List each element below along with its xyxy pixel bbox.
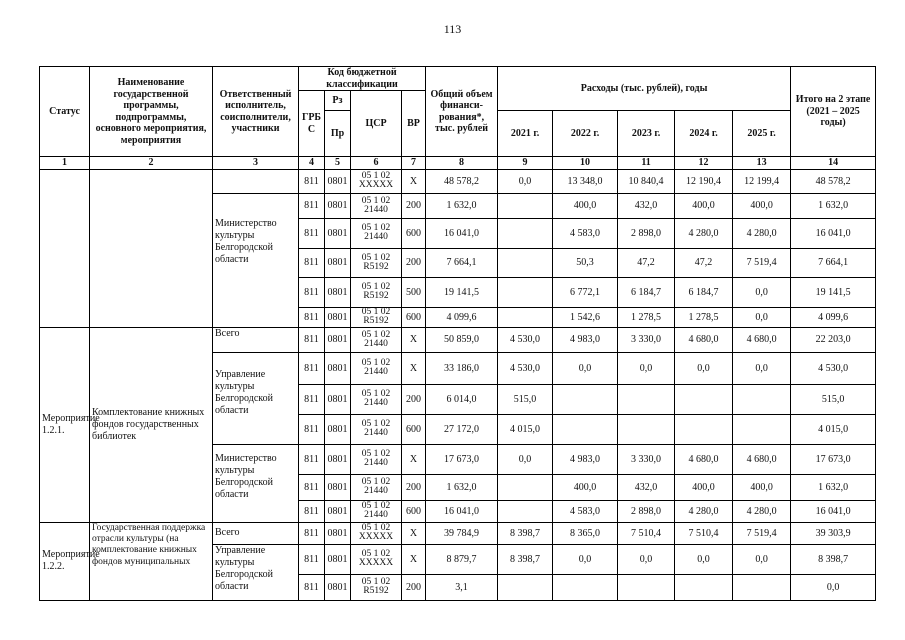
y2024-cell: 6 184,7 (675, 277, 733, 307)
y2024-cell (675, 574, 733, 600)
total-cell: 16 041,0 (426, 218, 498, 248)
header-status: Статус (40, 67, 90, 157)
vr-cell: 200 (402, 248, 426, 277)
total-cell: 1 632,0 (426, 474, 498, 500)
total-cell: 50 859,0 (426, 327, 498, 352)
vr-cell: X (402, 544, 426, 574)
y2021-cell (498, 277, 553, 307)
y2025-cell: 0,0 (733, 544, 791, 574)
vr-cell: 200 (402, 384, 426, 414)
header-responsible: Ответственный исполнитель, соисполнители, участники (213, 67, 299, 157)
total-cell: 7 664,1 (426, 248, 498, 277)
rzpr-cell: 0801 (325, 574, 351, 600)
col-index: 8 (426, 157, 498, 170)
total-cell: 48 578,2 (426, 169, 498, 193)
y2021-cell (498, 193, 553, 218)
y2021-cell: 0,0 (498, 444, 553, 474)
rzpr-cell: 0801 (325, 414, 351, 444)
rzpr-cell: 0801 (325, 277, 351, 307)
responsible-cell: Управление культуры Белгородской области (213, 352, 299, 444)
vr-cell: 600 (402, 218, 426, 248)
grbs-cell: 811 (299, 522, 325, 544)
y2025-cell: 12 199,4 (733, 169, 791, 193)
itogo-cell: 16 041,0 (791, 218, 876, 248)
header-name: Наименование государственной программы, подпрограммы, основного мероприятия, мероприятия (90, 67, 213, 157)
y2024-cell: 400,0 (675, 193, 733, 218)
status-cell: Мероприятие 1.2.1. (40, 327, 90, 522)
y2021-cell (498, 574, 553, 600)
y2025-cell: 400,0 (733, 474, 791, 500)
responsible-cell: Министерство культуры Белгородской области (213, 193, 299, 327)
grbs-cell: 811 (299, 544, 325, 574)
total-cell: 39 784,9 (426, 522, 498, 544)
y2023-cell: 3 330,0 (618, 444, 675, 474)
y2024-cell: 0,0 (675, 352, 733, 384)
total-cell: 16 041,0 (426, 500, 498, 522)
y2021-cell: 8 398,7 (498, 522, 553, 544)
grbs-cell: 811 (299, 444, 325, 474)
y2024-cell (675, 414, 733, 444)
y2024-cell (675, 384, 733, 414)
y2025-cell: 0,0 (733, 277, 791, 307)
status-cell: Мероприятие 1.2.2. (40, 522, 90, 600)
itogo-cell: 39 303,9 (791, 522, 876, 544)
rzpr-cell: 0801 (325, 307, 351, 327)
y2021-cell (498, 248, 553, 277)
y2022-cell: 4 983,0 (553, 444, 618, 474)
name-cell: Государственная поддержка отрасли культуры (на комплектование книжных фондов муниципальных (90, 522, 213, 600)
rzpr-cell: 0801 (325, 193, 351, 218)
total-cell: 1 632,0 (426, 193, 498, 218)
y2021-cell: 4 530,0 (498, 327, 553, 352)
y2024-cell: 12 190,4 (675, 169, 733, 193)
csr-cell: 05 1 02 21440 (351, 414, 402, 444)
itogo-cell: 7 664,1 (791, 248, 876, 277)
y2022-cell (553, 384, 618, 414)
y2025-cell: 7 519,4 (733, 522, 791, 544)
itogo-cell: 4 015,0 (791, 414, 876, 444)
grbs-cell: 811 (299, 277, 325, 307)
y2025-cell: 4 680,0 (733, 444, 791, 474)
itogo-cell: 22 203,0 (791, 327, 876, 352)
y2023-cell: 432,0 (618, 193, 675, 218)
y2024-cell: 0,0 (675, 544, 733, 574)
vr-cell: X (402, 352, 426, 384)
grbs-cell: 811 (299, 218, 325, 248)
y2023-cell: 47,2 (618, 248, 675, 277)
y2022-cell: 4 583,0 (553, 500, 618, 522)
grbs-cell: 811 (299, 169, 325, 193)
header-itogo: Итого на 2 этапе (2021 – 2025 годы) (791, 67, 876, 157)
y2021-cell (498, 307, 553, 327)
vr-cell: 600 (402, 307, 426, 327)
header-pr: Пр (325, 111, 351, 157)
y2023-cell: 10 840,4 (618, 169, 675, 193)
csr-cell: 05 1 02 21440 (351, 352, 402, 384)
grbs-cell: 811 (299, 193, 325, 218)
responsible-cell: Министерство культуры Белгородской области (213, 444, 299, 522)
table-row (40, 327, 876, 352)
header-2024: 2024 г. (675, 111, 733, 157)
itogo-cell: 4 530,0 (791, 352, 876, 384)
header-2021: 2021 г. (498, 111, 553, 157)
y2021-cell: 0,0 (498, 169, 553, 193)
col-index: 4 (299, 157, 325, 170)
status-cell-empty (40, 169, 90, 327)
y2024-cell: 4 680,0 (675, 444, 733, 474)
header-2023: 2023 г. (618, 111, 675, 157)
csr-cell: 05 1 02 R5192 (351, 248, 402, 277)
y2022-cell: 400,0 (553, 193, 618, 218)
itogo-cell: 1 632,0 (791, 474, 876, 500)
csr-cell: 05 1 02 XXXXX (351, 522, 402, 544)
rzpr-cell: 0801 (325, 169, 351, 193)
rzpr-cell: 0801 (325, 384, 351, 414)
itogo-cell: 4 099,6 (791, 307, 876, 327)
rzpr-cell: 0801 (325, 248, 351, 277)
y2023-cell: 7 510,4 (618, 522, 675, 544)
col-index: 7 (402, 157, 426, 170)
y2021-cell: 4 015,0 (498, 414, 553, 444)
rzpr-cell: 0801 (325, 544, 351, 574)
y2025-cell: 0,0 (733, 352, 791, 384)
y2023-cell (618, 414, 675, 444)
grbs-cell: 811 (299, 327, 325, 352)
rzpr-cell: 0801 (325, 352, 351, 384)
vr-cell: 600 (402, 414, 426, 444)
csr-cell: 05 1 02 XXXXX (351, 544, 402, 574)
y2022-cell (553, 574, 618, 600)
rzpr-cell: 0801 (325, 327, 351, 352)
vr-cell: 200 (402, 574, 426, 600)
y2022-cell: 6 772,1 (553, 277, 618, 307)
y2022-cell: 0,0 (553, 352, 618, 384)
header-rz: Рз (325, 91, 351, 111)
col-index: 6 (351, 157, 402, 170)
grbs-cell: 811 (299, 384, 325, 414)
total-cell: 4 099,6 (426, 307, 498, 327)
total-cell: 6 014,0 (426, 384, 498, 414)
total-cell: 3,1 (426, 574, 498, 600)
total-cell: 33 186,0 (426, 352, 498, 384)
rzpr-cell: 0801 (325, 500, 351, 522)
y2023-cell (618, 384, 675, 414)
grbs-cell: 811 (299, 474, 325, 500)
col-index: 14 (791, 157, 876, 170)
rzpr-cell: 0801 (325, 522, 351, 544)
header-total: Общий объем финанси-рования*, тыс. рублей (426, 67, 498, 157)
y2024-cell: 1 278,5 (675, 307, 733, 327)
itogo-cell: 48 578,2 (791, 169, 876, 193)
y2021-cell (498, 218, 553, 248)
y2025-cell: 4 680,0 (733, 327, 791, 352)
itogo-cell: 8 398,7 (791, 544, 876, 574)
responsible-cell: Всего (213, 327, 299, 352)
col-index: 10 (553, 157, 618, 170)
y2022-cell (553, 414, 618, 444)
col-index: 5 (325, 157, 351, 170)
y2022-cell: 1 542,6 (553, 307, 618, 327)
col-index: 13 (733, 157, 791, 170)
budget-table (39, 66, 876, 601)
y2024-cell: 4 280,0 (675, 500, 733, 522)
y2025-cell: 400,0 (733, 193, 791, 218)
name-cell: Комплектование книжных фондов государственных библиотек (90, 327, 213, 522)
itogo-cell: 17 673,0 (791, 444, 876, 474)
table-row (40, 522, 876, 544)
y2025-cell: 0,0 (733, 307, 791, 327)
csr-cell: 05 1 02 R5192 (351, 307, 402, 327)
grbs-cell: 811 (299, 248, 325, 277)
total-cell: 27 172,0 (426, 414, 498, 444)
page-number: 113 (443, 22, 462, 36)
rzpr-cell: 0801 (325, 444, 351, 474)
csr-cell: 05 1 02 21440 (351, 444, 402, 474)
y2025-cell (733, 414, 791, 444)
header-2025: 2025 г. (733, 111, 791, 157)
total-cell: 17 673,0 (426, 444, 498, 474)
y2025-cell (733, 384, 791, 414)
grbs-cell: 811 (299, 414, 325, 444)
responsible-cell: Управление культуры Белгородской области (213, 544, 299, 600)
y2022-cell: 4 983,0 (553, 327, 618, 352)
header-grbs: ГРБ С (299, 91, 325, 157)
rzpr-cell: 0801 (325, 474, 351, 500)
y2023-cell: 3 330,0 (618, 327, 675, 352)
y2025-cell (733, 574, 791, 600)
vr-cell: 500 (402, 277, 426, 307)
y2024-cell: 47,2 (675, 248, 733, 277)
csr-cell: 05 1 02 21440 (351, 474, 402, 500)
y2021-cell: 8 398,7 (498, 544, 553, 574)
itogo-cell: 16 041,0 (791, 500, 876, 522)
csr-cell: 05 1 02 R5192 (351, 277, 402, 307)
grbs-cell: 811 (299, 574, 325, 600)
y2025-cell: 4 280,0 (733, 500, 791, 522)
y2023-cell (618, 574, 675, 600)
itogo-cell: 19 141,5 (791, 277, 876, 307)
y2021-cell: 4 530,0 (498, 352, 553, 384)
header-2022: 2022 г. (553, 111, 618, 157)
vr-cell: X (402, 327, 426, 352)
y2025-cell: 4 280,0 (733, 218, 791, 248)
y2024-cell: 4 280,0 (675, 218, 733, 248)
total-cell: 8 879,7 (426, 544, 498, 574)
y2023-cell: 6 184,7 (618, 277, 675, 307)
col-index: 9 (498, 157, 553, 170)
y2023-cell: 2 898,0 (618, 218, 675, 248)
header-expenses: Расходы (тыс. рублей), годы (498, 67, 791, 111)
vr-cell: X (402, 169, 426, 193)
itogo-cell: 0,0 (791, 574, 876, 600)
header-vr: ВР (402, 91, 426, 157)
y2021-cell (498, 474, 553, 500)
total-cell: 19 141,5 (426, 277, 498, 307)
csr-cell: 05 1 02 21440 (351, 193, 402, 218)
csr-cell: 05 1 02 XXXXX (351, 169, 402, 193)
y2023-cell: 432,0 (618, 474, 675, 500)
y2023-cell: 0,0 (618, 352, 675, 384)
grbs-cell: 811 (299, 307, 325, 327)
vr-cell: X (402, 522, 426, 544)
col-index: 1 (40, 157, 90, 170)
col-index: 3 (213, 157, 299, 170)
y2022-cell: 4 583,0 (553, 218, 618, 248)
table-row (40, 169, 876, 193)
col-index: 12 (675, 157, 733, 170)
y2021-cell (498, 500, 553, 522)
y2022-cell: 8 365,0 (553, 522, 618, 544)
responsible-cell: Всего (213, 522, 299, 544)
header-csr: ЦСР (351, 91, 402, 157)
itogo-cell: 515,0 (791, 384, 876, 414)
col-index: 2 (90, 157, 213, 170)
csr-cell: 05 1 02 21440 (351, 327, 402, 352)
csr-cell: 05 1 02 R5192 (351, 574, 402, 600)
y2025-cell: 7 519,4 (733, 248, 791, 277)
csr-cell: 05 1 02 21440 (351, 500, 402, 522)
grbs-cell: 811 (299, 500, 325, 522)
y2023-cell: 2 898,0 (618, 500, 675, 522)
y2023-cell: 0,0 (618, 544, 675, 574)
y2024-cell: 7 510,4 (675, 522, 733, 544)
vr-cell: 200 (402, 193, 426, 218)
responsible-cell-empty (213, 169, 299, 193)
vr-cell: X (402, 444, 426, 474)
name-cell-empty (90, 169, 213, 327)
vr-cell: 200 (402, 474, 426, 500)
rzpr-cell: 0801 (325, 218, 351, 248)
csr-cell: 05 1 02 21440 (351, 218, 402, 248)
y2022-cell: 0,0 (553, 544, 618, 574)
itogo-cell: 1 632,0 (791, 193, 876, 218)
y2024-cell: 4 680,0 (675, 327, 733, 352)
grbs-cell: 811 (299, 352, 325, 384)
y2022-cell: 50,3 (553, 248, 618, 277)
y2024-cell: 400,0 (675, 474, 733, 500)
y2022-cell: 13 348,0 (553, 169, 618, 193)
y2023-cell: 1 278,5 (618, 307, 675, 327)
col-index: 11 (618, 157, 675, 170)
csr-cell: 05 1 02 21440 (351, 384, 402, 414)
y2022-cell: 400,0 (553, 474, 618, 500)
vr-cell: 600 (402, 500, 426, 522)
header-budget-code: Код бюджетной классификации (299, 67, 426, 91)
y2021-cell: 515,0 (498, 384, 553, 414)
